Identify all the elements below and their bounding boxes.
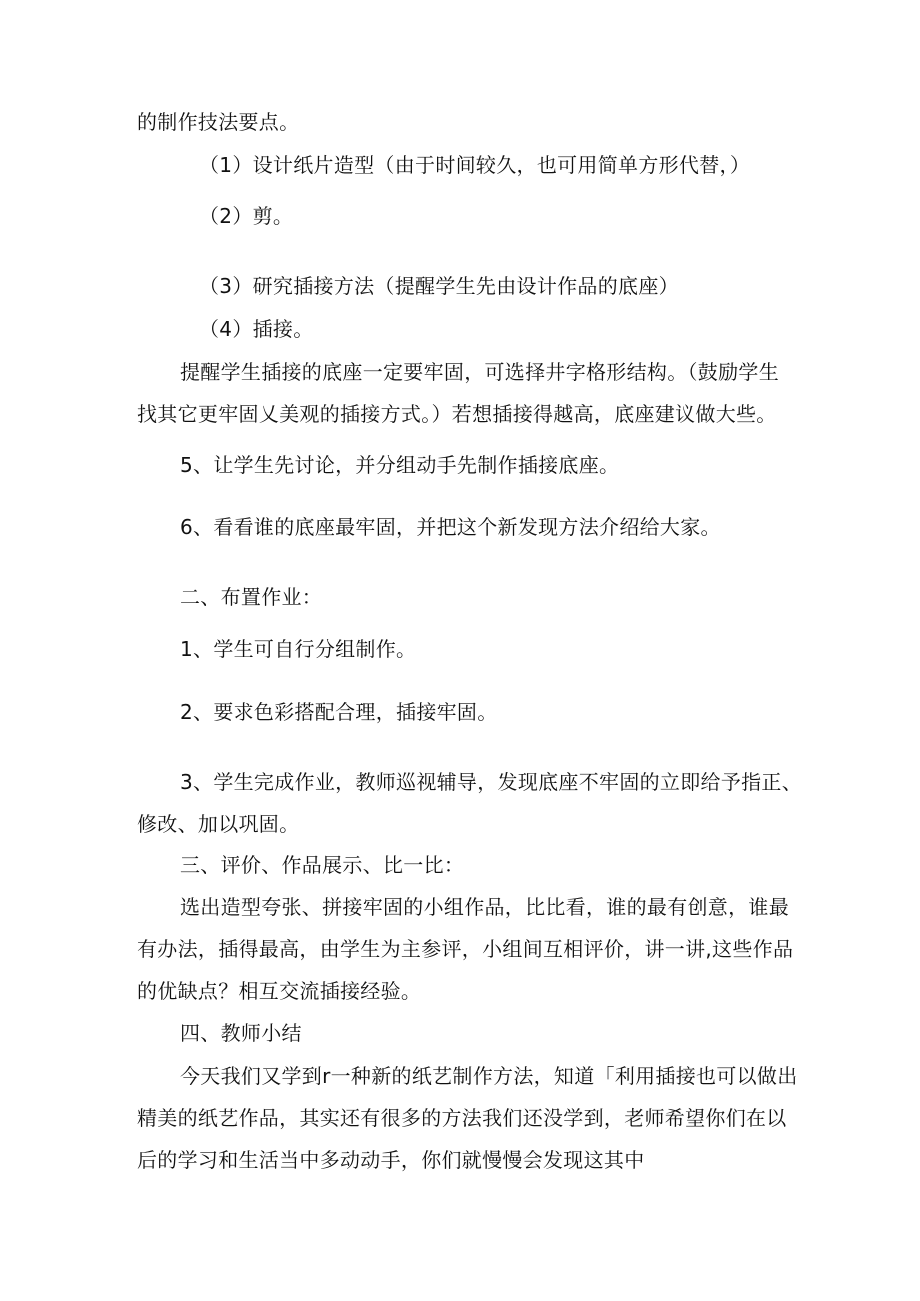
- text-line: 选出造型夸张、拼接牢固的小组作品，比比看，谁的最有创意，谁最: [180, 895, 789, 919]
- text-line: （3）研究插接方法（提醒学生先由设计作品的底座）: [199, 274, 679, 298]
- text-line: 后的学习和生活当中多动动手，你们就慢慢会发现这其中: [137, 1148, 645, 1172]
- text-line: （1）设计纸片造型（由于时间较久，也可用简单方形代替，）: [199, 153, 751, 177]
- text-line: （2）剪。: [199, 204, 294, 228]
- text-line: 2、要求色彩搭配合理，插接牢固。: [180, 700, 498, 724]
- section-heading: 三、评价、作品展示、比一比：: [180, 853, 465, 877]
- text-line: 有办法，插得最高，由学生为主参评，小组间互相评价，讲一讲,这些作品: [137, 937, 794, 961]
- text-line: 提醒学生插接的底座一定要牢固，可选择井字格形结构。（鼓励学生: [180, 360, 779, 384]
- text-line: （4）插接。: [199, 317, 314, 341]
- text-line: 的制作技法要点。: [137, 110, 300, 134]
- section-heading: 二、布置作业：: [180, 585, 323, 609]
- text-line: 6、看看谁的底座最牢固，并把这个新发现方法介绍给大家。: [180, 515, 721, 539]
- section-heading: 四、教师小结: [180, 1021, 302, 1045]
- text-line: 找其它更牢固乂美观的插接方式。）若想插接得越高，底座建议做大些。: [137, 402, 777, 426]
- text-line: 的优缺点？相互交流插接经验。: [137, 979, 422, 1003]
- text-line: 精美的纸艺作品，其实还有很多的方法我们还没学到，老师希望你们在以: [137, 1106, 787, 1130]
- text-line: 3、学生完成作业，教师巡视辅导，发现底座不牢固的立即给予指正、: [180, 770, 803, 794]
- text-line: 修改、加以巩固。: [137, 812, 300, 836]
- text-line: 5、让学生先讨论，并分组动手先制作插接底座。: [180, 453, 620, 477]
- text-line: 今天我们又学到r一种新的纸艺制作方法，知道「利用插接也可以做出: [180, 1064, 798, 1088]
- text-line: 1、学生可自行分组制作。: [180, 637, 417, 661]
